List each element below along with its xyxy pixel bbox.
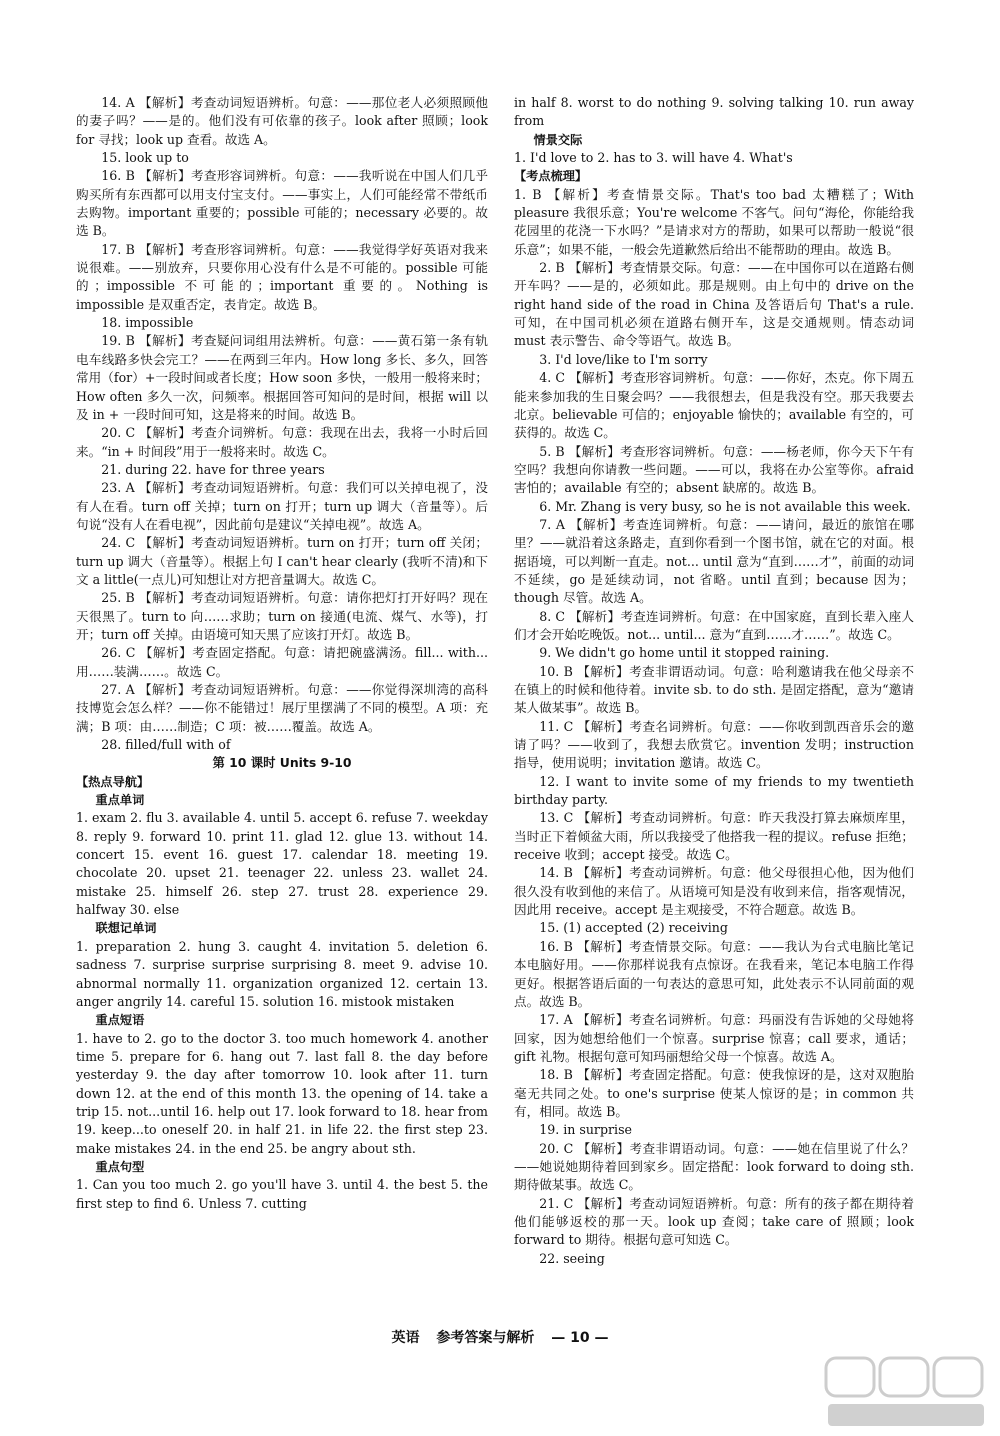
answer-paragraph: 17. A 【解析】考查名词辨析。句意：玛丽没有告诉她的父母她将回家，因为她想给他们一个惊喜。surprise 惊喜；call 要求，通话；gift 礼物。根据句意可知玛丽想给父母一个惊喜。故选 A。 xyxy=(514,1012,914,1064)
footer-subject: 英语 xyxy=(391,1330,420,1346)
answer-paragraph: 23. A 【解析】考查动词短语辨析。句意：我们可以关掉电视了，没有人在看。turn off 关掉；turn on 打开；turn up 调大（音量等）。后句说“没有人在看电视”，因此前句是建议“关掉电视”。故选 A。 xyxy=(76,480,488,532)
answer-paragraph: 7. A 【解析】考查连词辨析。句意：——请问，最近的旅馆在哪里？——就沿着这条路走，直到你看到一个图书馆，就在它的对面。根据语境，可以判断一直走。not... until 意为“直到……才”，前面的动词不延续，go 是延续动词，not 省略。until 直到；because 因为；though 尽管。故选 A。 xyxy=(514,516,914,606)
answer-paragraph: 26. C 【解析】考查固定搭配。句意：请把碗盛满汤。fill... with... 用……装满……。故选 C。 xyxy=(76,645,488,679)
answer-paragraph: 4. C 【解析】考查形容词辨析。句意：——你好，杰克。你下周五能来参加我的生日聚会吗？——我很想去，但是我没有空。那天我要去北京。believable 可信的；enjoyable 愉快的；available 有空的，可获得的。故选 C。 xyxy=(514,370,914,441)
answer-paragraph: 10. B 【解析】考查非谓语动词。句意：哈利邀请我在他父母亲不在镇上的时候和他待着。invite sb. to do sth. 是固定搭配，意为“邀请某人做某事”。故选 B。 xyxy=(514,663,914,716)
answer-paragraph: 24. C 【解析】考查动词短语辨析。turn on 打开；turn off 关闭；turn up 调大（音量等）。根据上句 I can't hear clearly (我听不清)和下文 a little(一点儿)可知想让对方把音量调大。故选 C。 xyxy=(76,535,488,587)
answer-paragraph: 13. C 【解析】考查动词辨析。句意：昨天我没打算去麻烦库里，当时正下着倾盆大雨，所以我接受了他搭我一程的提议。refuse 拒绝；receive 收到；accept 接受。故选 C。 xyxy=(514,810,914,863)
answer-paragraph: 11. C 【解析】考查名词辨析。句意：——你收到凯西音乐会的邀请了吗？——收到了，我想去欣赏它。invention 发明；instruction 指导，使用说明；invitation 邀请。故选 C。 xyxy=(514,718,914,771)
answer-paragraph: 21. C 【解析】考查动词短语辨析。句意：所有的孩子都在期待着他们能够返校的那一天。look up 查阅；take care of 照顾；look forward to 期待。根据句意可知选 C。 xyxy=(514,1195,914,1248)
section-heading: 重点句型 xyxy=(95,1159,145,1174)
answer-paragraph: 27. A 【解析】考查动词短语辨析。句意：——你觉得深圳湾的高科技博览会怎么样？——你不能错过！展厅里摆满了不同的模型。A 项：充满；B 项：由……制造；C 项：被……覆盖。故选 A。 xyxy=(76,682,488,734)
answer-paragraph: 18. B 【解析】考查固定搭配。句意：使我惊讶的是，这对双胞胎毫无共同之处。to one's surprise 使某人惊讶的是；in common 共有，相同。故选 B。 xyxy=(514,1067,914,1119)
answer-paragraph: 5. B 【解析】考查形容词辨析。句意：——杨老师，你今天下午有空吗？我想向你请教一些问题。——可以，我将在办公室等你。afraid 害怕的；available 有空的；absent 缺席的。故选 B。 xyxy=(514,443,914,496)
section-heading: 情景交际 xyxy=(533,132,583,147)
answer-paragraph: 18. impossible xyxy=(101,315,194,331)
answer-paragraph: 14. A 【解析】考查动词短语辨析。句意：——那位老人必须照顾他的妻子吗？——是的。他们没有可依靠的孩子。look after 照顾；look for 寻找；look up 查看。故选 A。 xyxy=(76,95,488,147)
answer-list: 1. exam 2. flu 3. available 4. until 5. accept 6. refuse 7. weekday 8. reply 9. forward 10. print 11. glad 12. glue 13. without 14. concert 15. event 16. guest 17. calendar 18. meeting 19. chocolate 20. upset 21. teenager 22. unless 23. wallet 24. mistake 25. himself 26. step 27. trust 28. experience 29. halfway 30. else xyxy=(76,810,488,918)
footer-page-number: — 10 — xyxy=(551,1330,609,1346)
answer-paragraph: 6. Mr. Zhang is very busy, so he is not available this week. xyxy=(539,498,911,514)
section-heading: 联想记单词 xyxy=(95,921,157,936)
answer-paragraph: 15. (1) accepted (2) receiving xyxy=(539,920,728,936)
answer-paragraph: 19. in surprise xyxy=(539,1122,632,1138)
left-column xyxy=(76,94,488,1213)
footer-section: 参考答案与解析 xyxy=(436,1330,535,1346)
section-heading: 重点短语 xyxy=(95,1013,145,1028)
answer-paragraph: 20. C 【解析】考查介词辨析。句意：我现在出去，我将一小时后回来。“in + 时间段”用于一般将来时。故选 C。 xyxy=(76,425,488,459)
answer-paragraph: 2. B 【解析】考查情景交际。句意：——在中国你可以在道路右侧开车吗？——是的，必须如此。那是规则。由上句中的 drive on the right hand side of the road in China 及答语后句 That's a rule. 可知，在中国司机必须在道路右侧开车，这是交通规则。情态动词 must 表示警告、命令等语气。故选 B。 xyxy=(514,260,914,349)
section-heading: 重点单词 xyxy=(95,793,145,808)
answer-paragraph: 25. B 【解析】考查动词短语辨析。句意：请你把灯打开好吗？现在天很黑了。turn to 向……求助；turn on 接通(电流、煤气、水等)，打开；turn off 关掉。由语境可知天黑了应该打开灯。故选 B。 xyxy=(76,590,488,642)
answer-paragraph: 16. B 【解析】考查情景交际。句意：——我认为台式电脑比笔记本电脑好用。——你那样说我有点惊讶。在我看来，笔记本电脑工作得更好。根据答语后面的一句表达的意思可知，此处表示不认同前面的观点。故选 B。 xyxy=(514,938,914,1009)
answer-list: 1. have to 2. go to the doctor 3. too much homework 4. another time 5. prepare for 6. hang out 7. last fall 8. the day before yesterday 9. the day after tomorrow 10. look after 11. turn down 12. at the end of this month 13. the opening of 14. take a trip 15. not...until 16. help out 17. look forward to 18. hear from 19. keep...to oneself 20. in half 21. in life 22. the first step 23. make mistakes 24. in the end 25. be angry about sth. xyxy=(76,1030,488,1156)
page-footer xyxy=(0,1327,1000,1347)
right-column xyxy=(514,94,914,1268)
answer-paragraph: 28. filled/full with of xyxy=(101,737,231,753)
answer-paragraph: 12. I want to invite some of my friends to my twentieth birthday party. xyxy=(514,773,914,808)
answer-paragraph: 8. C 【解析】考查连词辨析。句意：在中国家庭，直到长辈入座人们才会开始吃晚饭。not... until... 意为“直到……才……”。故选 C。 xyxy=(514,608,914,642)
answer-paragraph: 15. look up to xyxy=(101,150,189,166)
answer-paragraph: 14. B 【解析】考查动词辨析。句意：他父母很担心他，因为他们很久没有收到他的来信了。从语境可知是没有收到来信，指客观情况，因此用 receive。accept 是主观接受，不符合题意。故选 B。 xyxy=(514,865,914,918)
answer-list: in half 8. worst to do nothing 9. solving talking 10. run away from xyxy=(514,95,914,129)
answer-list: 1. B 【解析】考查情景交际。That's too bad 太糟糕了；With pleasure 我很乐意；You're welcome 不客气。问句“海伦，你能给我花园里的花浇一下水吗？”是请求对方的帮助，如果可以帮助一般说“很乐意”；如果不能，一般会先道歉然后给出不能帮助的理由。故选 B。 xyxy=(514,186,914,257)
section-heading: 【考点梳理】 xyxy=(514,169,588,184)
lesson-title: 第 10 课时 Units 9-10 xyxy=(212,755,352,771)
answer-paragraph: 20. C 【解析】考查非谓语动词。句意：——她在信里说了什么？——她说她期待着回到家乡。固定搭配：look forward to doing sth. 期待做某事。故选 C。 xyxy=(514,1140,914,1193)
answer-list: 1. Can you too much 2. go you'll have 3. until 4. the best 5. the first step to find 6. Unless 7. cutting xyxy=(76,1177,488,1211)
answer-paragraph: 3. I'd love/like to I'm sorry xyxy=(539,351,708,367)
section-heading: 【热点导航】 xyxy=(76,774,150,789)
answer-paragraph: 16. B 【解析】考查形容词辨析。句意：——我听说在中国人们几乎购买所有东西都可以用支付宝支付。——事实上，人们可能经常不带纸币去购物。important 重要的；possible 可能的；necessary 必要的。故选 B。 xyxy=(76,168,488,239)
watermark-logo xyxy=(820,1352,990,1432)
answer-paragraph: 19. B 【解析】考查疑问词组用法辨析。句意：——黄石第一条有轨电车线路多快会完工？——在两到三年内。How long 多长、多久，回答常用（for）+一段时间或者长度；How soon 多快，一般用一般将来时；How often 多久一次，问频率。根据回答可知问的是时间，根据 will 以及 in + 一段时间可知，这是将来的时间。故选 B。 xyxy=(76,333,488,422)
answer-paragraph: 22. seeing xyxy=(539,1250,605,1266)
answer-paragraph: 21. during 22. have for three years xyxy=(101,461,325,477)
answer-list: 1. I'd love to 2. has to 3. will have 4. What's xyxy=(514,150,793,166)
answer-list: 1. preparation 2. hung 3. caught 4. invitation 5. deletion 6. sadness 7. surprise surprise surprising 8. meet 9. advise 10. abnormal normally 11. organization organized 12. certain 13. anger angrily 14. careful 15. solution 16. mistook mistaken xyxy=(76,938,488,1009)
answer-paragraph: 9. We didn't go home until it stopped raining. xyxy=(539,645,830,661)
answer-paragraph: 17. B 【解析】考查形容词辨析。句意：——我觉得学好英语对我来说很难。——别放弃，只要你用心没有什么是不可能的。possible 可能的；impossible 不可能的；important 重要的。Nothing is impossible 是双重否定，表肯定。故选 B。 xyxy=(76,241,488,312)
